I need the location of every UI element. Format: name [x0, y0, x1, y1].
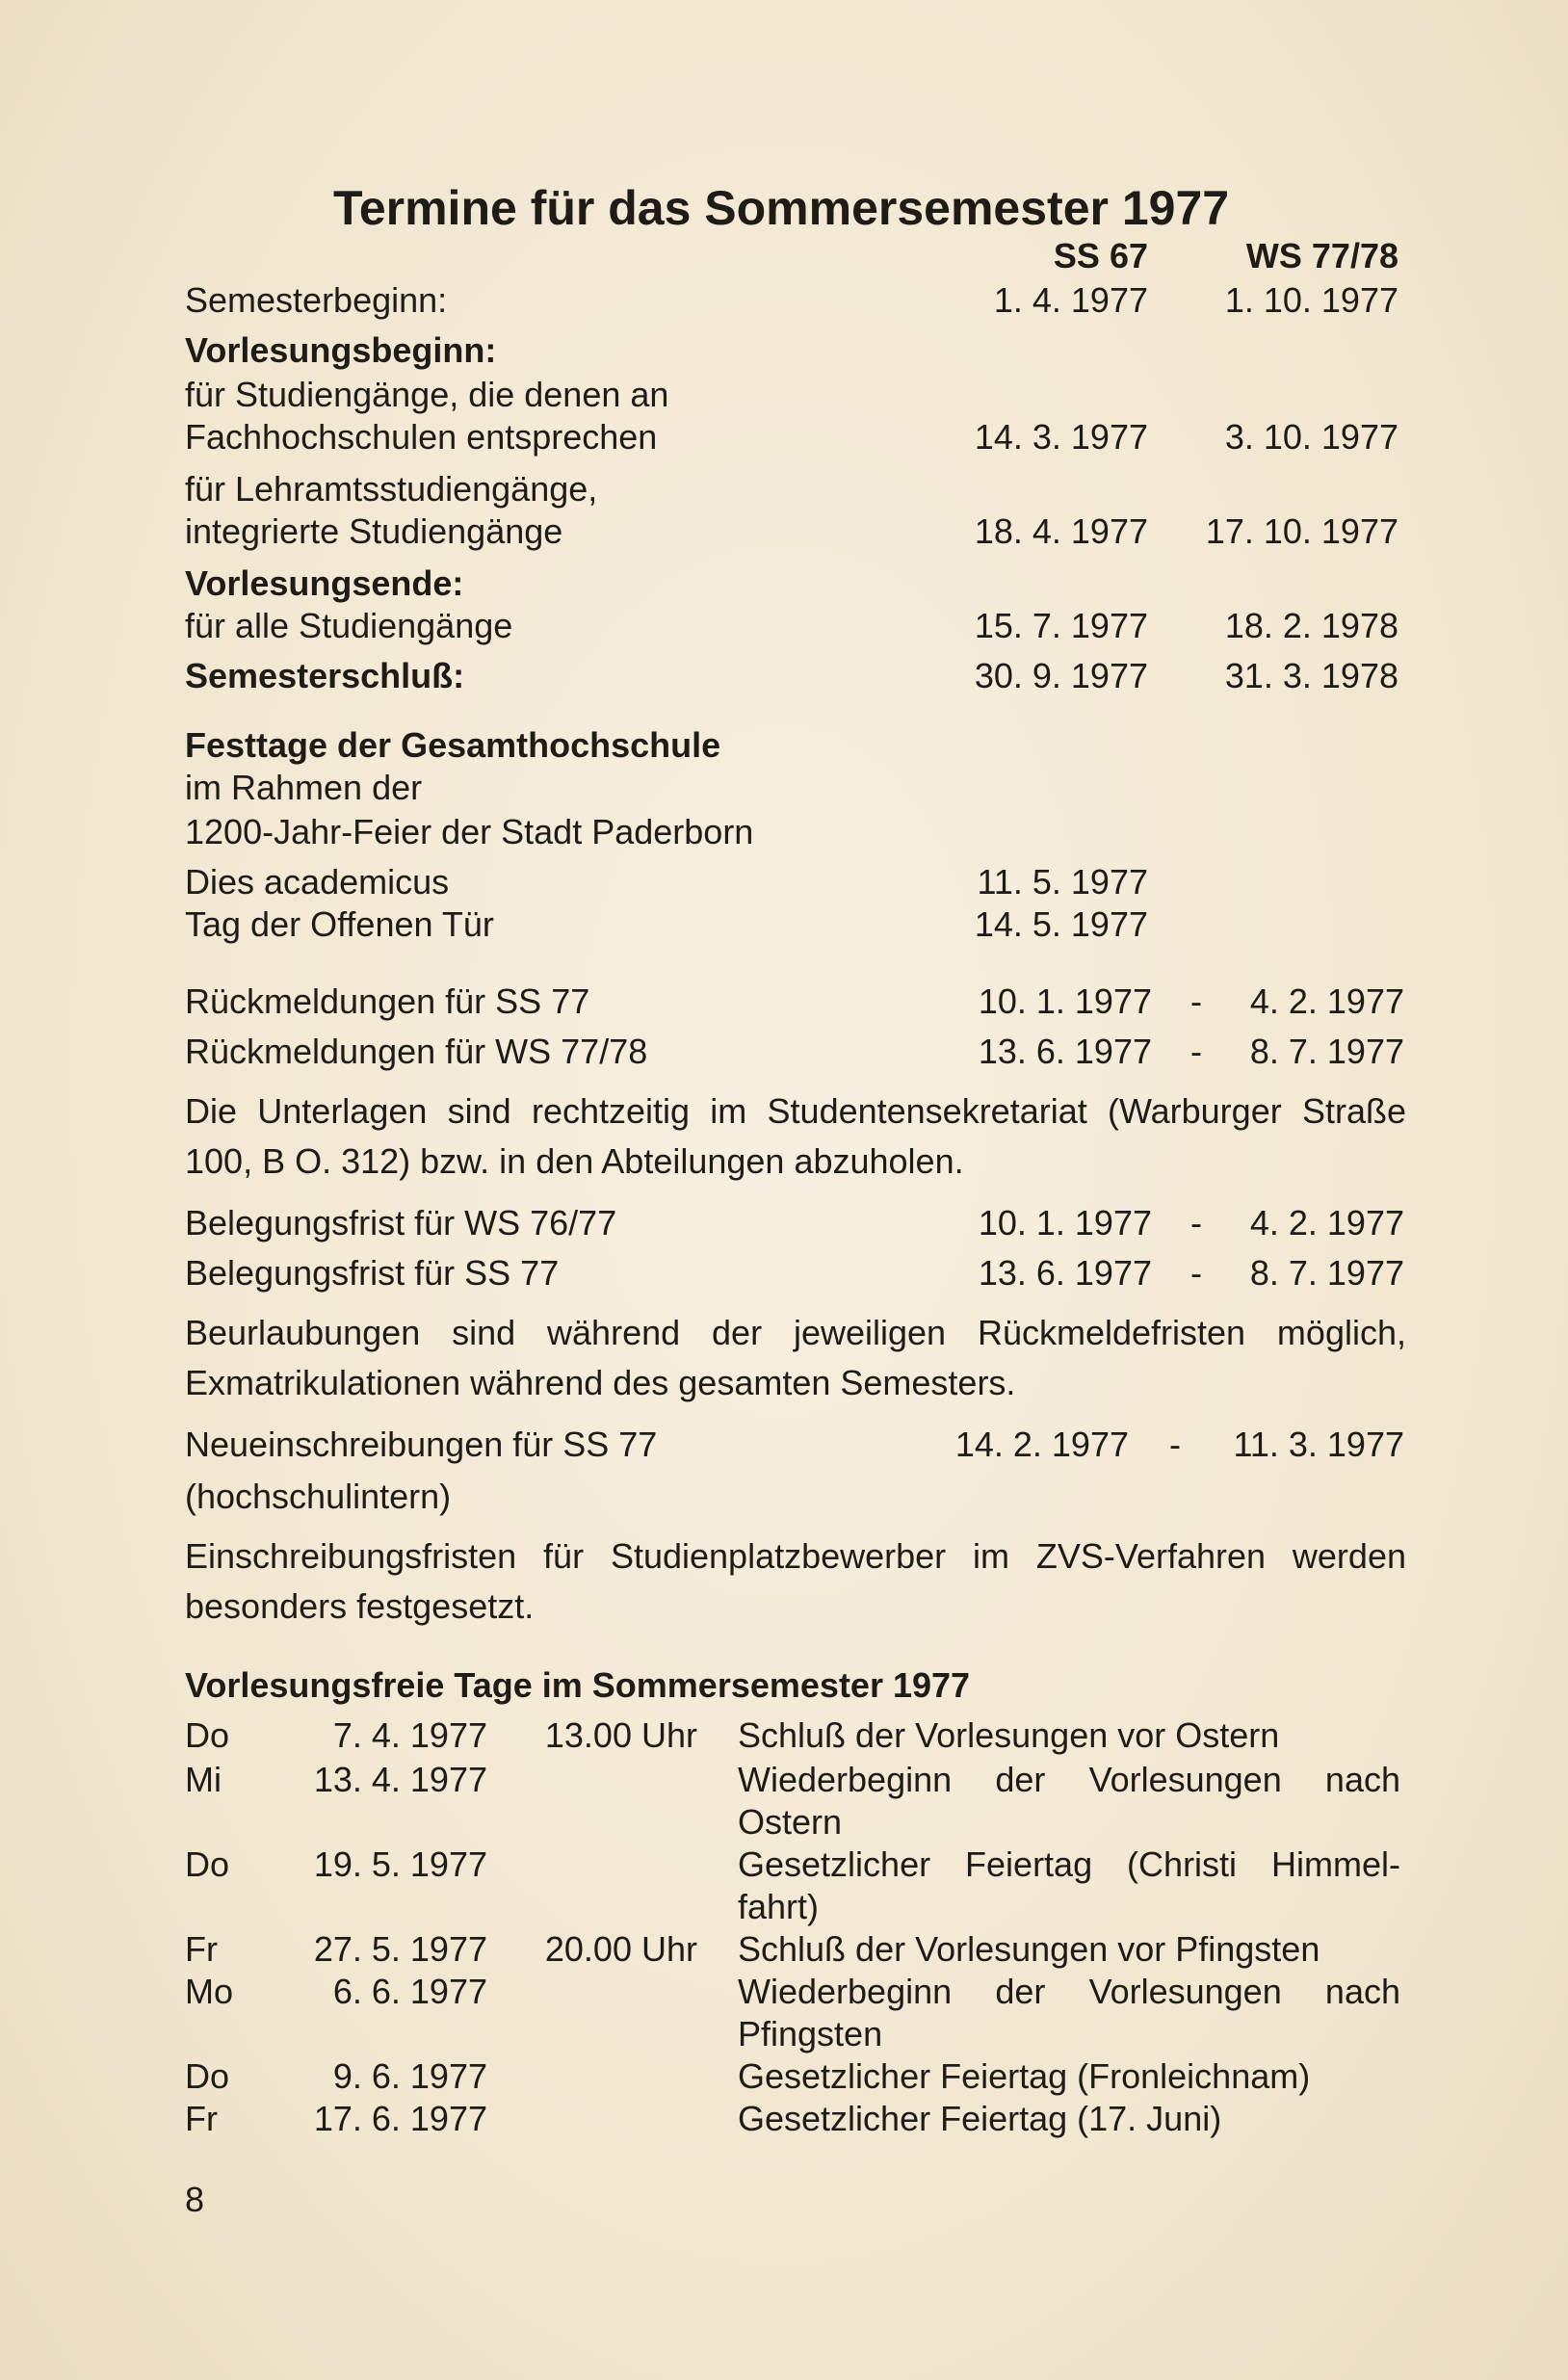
vorlesungsbeginn-row1-line2: Fachhochschulen entsprechen: [185, 417, 658, 457]
semesterbeginn-label: Semesterbeginn:: [185, 280, 448, 320]
holiday-day: Mo: [185, 1972, 234, 2011]
column-header-ws: WS 77/78: [1245, 236, 1398, 275]
rueckmeldung-label: Rückmeldungen für WS 77/78: [185, 1032, 648, 1071]
rueckmeldung-from: 10. 1. 1977: [978, 981, 1152, 1021]
semesterschluss-ss: 30. 9. 1977: [974, 656, 1148, 695]
holiday-day: Do: [185, 2056, 230, 2096]
festtage-heading: Festtage der Gesamthochschule: [185, 725, 721, 765]
rueckmeldung-to: 4. 2. 1977: [1249, 981, 1404, 1021]
semesterbeginn-ss: 1. 4. 1977: [993, 280, 1148, 320]
vorlesungsende-ss: 15. 7. 1977: [974, 606, 1148, 645]
vorlesungsende-heading: Vorlesungsende:: [185, 563, 464, 603]
vorlesungsbeginn-row2-line2: integrierte Studiengänge: [185, 511, 563, 551]
belegungsfrist-dash: -: [1190, 1253, 1202, 1293]
holiday-day: Fr: [185, 2099, 218, 2138]
holiday-description: Schluß der Vorlesungen vor Ostern: [738, 1715, 1280, 1755]
holiday-day: Mi: [185, 1760, 222, 1799]
holiday-day: Fr: [185, 1929, 218, 1969]
holiday-date: 19. 5. 1977: [313, 1844, 487, 1884]
beurlaubungen-paragraph: Beurlaubungen sind während der jeweiligen Rückmeldefristen möglich, Exmatrikulationen während des gesamten Semesters.: [185, 1313, 1406, 1402]
rueckmeldung-to: 8. 7. 1977: [1249, 1032, 1404, 1071]
semesterbeginn-ws: 1. 10. 1977: [1224, 280, 1398, 320]
holiday-day: Do: [185, 1844, 230, 1884]
rueckmeldung-label: Rückmeldungen für SS 77: [185, 981, 590, 1021]
neueinschreibungen-to: 11. 3. 1977: [1233, 1425, 1404, 1464]
holiday-day: Do: [185, 1715, 230, 1755]
holiday-time: 13.00 Uhr: [544, 1715, 697, 1755]
holiday-description-cont: Pfingsten: [738, 2014, 883, 2053]
belegungsfrist-label: Belegungsfrist für SS 77: [185, 1253, 560, 1293]
page-title: Termine für das Sommersemester 1977: [333, 181, 1230, 235]
belegungsfrist-to: 8. 7. 1977: [1249, 1253, 1404, 1293]
vorlesungsbeginn-heading: Vorlesungsbeginn:: [185, 330, 497, 370]
holiday-description: Schluß der Vorlesungen vor Pfingsten: [738, 1929, 1320, 1969]
holiday-description: Wiederbeginn der Vorlesungen nach: [738, 1972, 1400, 2011]
holiday-date: 13. 4. 1977: [313, 1760, 487, 1799]
festtage-item-date: 14. 5. 1977: [974, 904, 1148, 944]
unterlagen-paragraph: Die Unterlagen sind rechtzeitig im Studentensekretariat (Warburger Straße 100, B O. 312) bzw. in den Abteilungen abzuholen.: [185, 1091, 1406, 1181]
holiday-date: 7. 4. 1977: [332, 1715, 487, 1755]
page-number: 8: [185, 2180, 205, 2219]
semesterschluss-label: Semesterschluß:: [185, 656, 465, 695]
holiday-description-cont: Ostern: [738, 1802, 843, 1842]
vorlesungsbeginn-row2-ws: 17. 10. 1977: [1205, 511, 1398, 551]
festtage-item-label: Dies academicus: [185, 862, 450, 902]
rueckmeldung-from: 13. 6. 1977: [978, 1032, 1152, 1071]
vorlesungsbeginn-row2-line1: für Lehramtsstudiengänge,: [185, 469, 598, 509]
einschreibung-paragraph: Einschreibungsfristen für Studienplatzbewerber im ZVS-Verfahren werden besonders festgesetzt.: [185, 1536, 1406, 1626]
vorlesungsfrei-heading: Vorlesungsfreie Tage im Sommersemester 1977: [185, 1665, 971, 1705]
holiday-description: Gesetzlicher Feiertag (Christi Himmel-: [738, 1844, 1400, 1884]
vorlesungsbeginn-row1-ws: 3. 10. 1977: [1224, 417, 1398, 457]
belegungsfrist-from: 10. 1. 1977: [978, 1203, 1152, 1242]
belegungsfrist-to: 4. 2. 1977: [1249, 1203, 1404, 1242]
belegungsfrist-dash: -: [1190, 1203, 1202, 1242]
neueinschreibungen-dash: -: [1169, 1425, 1181, 1464]
festtage-item-date: 11. 5. 1977: [977, 862, 1148, 902]
vorlesungsbeginn-row1-ss: 14. 3. 1977: [974, 417, 1148, 457]
belegungsfrist-from: 13. 6. 1977: [978, 1253, 1152, 1293]
festtage-line2: im Rahmen der: [185, 768, 423, 807]
holiday-date: 9. 6. 1977: [332, 2056, 487, 2096]
rueckmeldung-dash: -: [1190, 1032, 1202, 1071]
vorlesungsbeginn-row2-ss: 18. 4. 1977: [974, 511, 1148, 551]
neueinschreibungen-label: Neueinschreibungen für SS 77: [185, 1425, 658, 1464]
holiday-description: Gesetzlicher Feiertag (17. Juni): [738, 2099, 1222, 2138]
rueckmeldung-dash: -: [1190, 981, 1202, 1021]
holiday-description: Wiederbeginn der Vorlesungen nach: [738, 1760, 1400, 1799]
festtage-item-label: Tag der Offenen Tür: [185, 904, 494, 944]
vorlesungsende-ws: 18. 2. 1978: [1224, 606, 1398, 645]
neueinschreibungen-from: 14. 2. 1977: [954, 1425, 1129, 1464]
holiday-date: 27. 5. 1977: [313, 1929, 487, 1969]
vorlesungsbeginn-row1-line1: für Studiengänge, die denen an: [185, 375, 669, 414]
holiday-description-cont: fahrt): [738, 1887, 820, 1926]
vorlesungsende-label: für alle Studiengänge: [185, 606, 513, 645]
neueinschreibungen-sub: (hochschulintern): [185, 1477, 452, 1516]
column-header-ss: SS 67: [1053, 236, 1148, 275]
holiday-description: Gesetzlicher Feiertag (Fronleichnam): [738, 2056, 1311, 2096]
holiday-date: 6. 6. 1977: [332, 1972, 487, 2011]
belegungsfrist-label: Belegungsfrist für WS 76/77: [185, 1203, 617, 1242]
semesterschluss-ws: 31. 3. 1978: [1224, 656, 1398, 695]
holiday-time: 20.00 Uhr: [544, 1929, 697, 1969]
holiday-date: 17. 6. 1977: [313, 2099, 487, 2138]
festtage-line3: 1200-Jahr-Feier der Stadt Paderborn: [185, 812, 754, 851]
